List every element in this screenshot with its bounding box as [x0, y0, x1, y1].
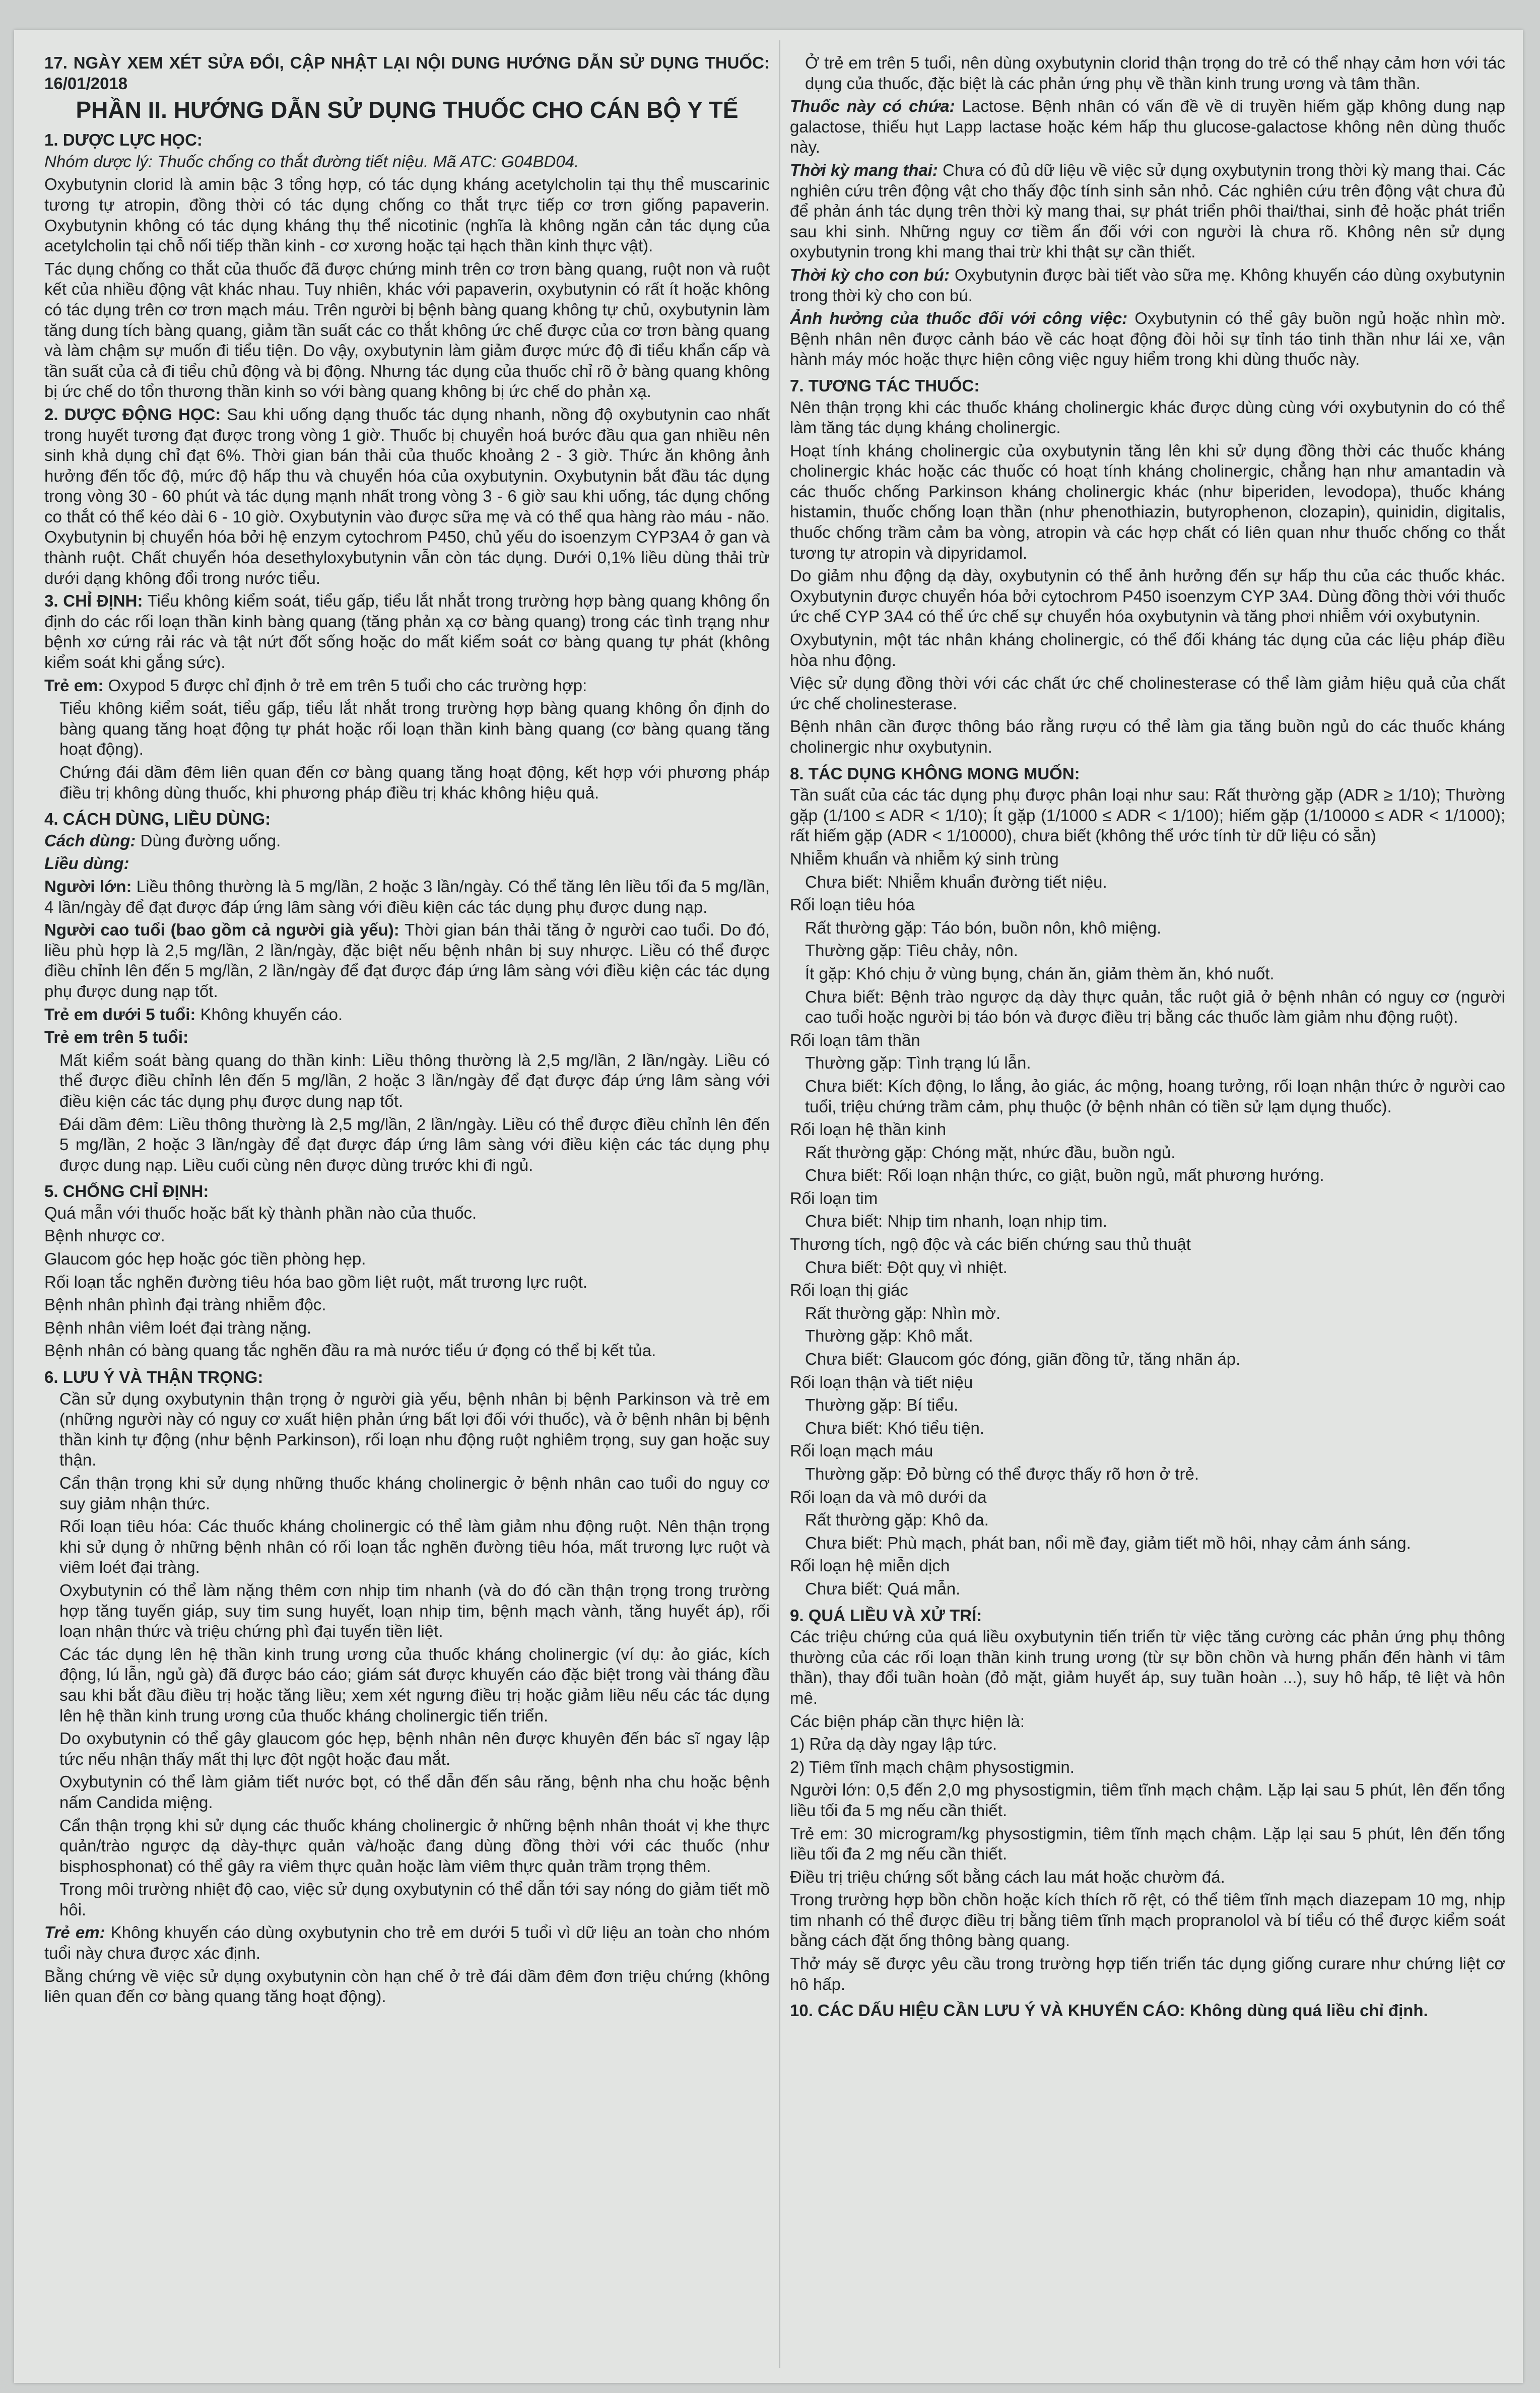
section-1-title: 1. DƯỢC LỰC HỌC: — [44, 130, 203, 150]
indication-children-1: Tiểu không kiểm soát, tiểu gấp, tiểu lắt nhắt trong trường hợp bàng quang không ổn định do bàng quang tăng hoạt động tự phát hoặc rối loạn thần kinh bàng quang (cơ bàng quang tăng hoạt động). — [59, 699, 770, 759]
interaction-item: Hoạt tính kháng cholinergic của oxybutynin tăng lên khi sử dụng đồng thời các thuốc kháng cholinergic khác hoặc các thuốc có hoạt tính kháng cholinergic, chẳng hạn như amantadin và các thuốc chống Parkinson kháng cholinergic khác (như biperiden, levodopa), thuốc kháng histamin, thuốc chống loạn thần (như phenothiazin, butyrophenon, clozapin), quinidin, digitalis, thuốc chống trầm cảm ba vòng, atropin và các hợp chất có liên quan như thuốc chống co thắt tương tự atropin và dipyridamol. — [790, 441, 1505, 562]
contraindication-item: Glaucom góc hẹp hoặc góc tiền phòng hẹp. — [44, 1249, 366, 1269]
precaution-item: Oxybutynin có thể làm giảm tiết nước bọt, có thể dẫn đến sâu răng, bệnh nha chu hoặc bệnh nấm Candida miệng. — [59, 1772, 770, 1812]
precaution-children: Trẻ em: Không khuyến cáo dùng oxybutynin cho trẻ em dưới 5 tuổi vì dữ liệu an toàn cho nhóm tuổi này chưa được xác định. — [44, 1923, 770, 1963]
adr-category: Rối loạn mạch máu — [790, 1441, 933, 1460]
adr-frequency-line: Thường gặp: Đỏ bừng có thể được thấy rõ hơn ở trẻ. — [805, 1465, 1199, 1483]
adr-frequency-line: Ít gặp: Khó chịu ở vùng bụng, chán ăn, giảm thèm ăn, khó nuốt. — [805, 964, 1275, 983]
dose-label: Liều dùng: — [44, 854, 129, 873]
section-10-title: 10. CÁC DẤU HIỆU CẦN LƯU Ý VÀ KHUYẾN CÁO: — [790, 2001, 1185, 2020]
adr-frequency-line: Thường gặp: Bí tiểu. — [805, 1395, 959, 1415]
contraindication-item: Rối loạn tắc nghẽn đường tiêu hóa bao gồm liệt ruột, mất trương lực ruột. — [44, 1272, 588, 1291]
adr-frequency-line: Rất thường gặp: Chóng mặt, nhức đầu, buồn ngủ. — [805, 1143, 1176, 1162]
section-3: 3. CHỈ ĐỊNH: Tiểu không kiểm soát, tiểu gấp, tiểu lắt nhắt trong trường hợp bàng quang không ổn định do các rối loạn thần kinh bàng quang (tăng phản xạ cơ bàng quang) trong các tình trạng như bệnh xơ cứng rải rác và tật nứt đốt sống hoặc do mất kiểm soát cơ bàng quang tự phát (không kiểm soát khi gắng sức). — [44, 591, 770, 672]
pharmacodynamics-p1: Oxybutynin clorid là amin bậc 3 tổng hợp, có tác dụng kháng acetylcholin tại thụ thể muscarinic tương tự atropin, đồng thời có tác dụng chống co thắt trực tiếp cơ trơn giống papaverin. Oxybutynin không có tác dụng kháng thụ thể nicotinic (nghĩa là không ngăn cản tác dụng của acetylcholin tại chỗ nối tiếp thần kinh - cơ xương hoặc tại hạch thần kinh thực vật). — [44, 175, 770, 255]
dose-over-5-label: Trẻ em trên 5 tuổi: — [44, 1028, 189, 1047]
section-9-title: 9. QUÁ LIỀU VÀ XỬ TRÍ: — [790, 1606, 982, 1625]
section-4-title: 4. CÁCH DÙNG, LIỀU DÙNG: — [44, 810, 271, 829]
adr-frequency-line: Thường gặp: Tình trạng lú lẫn. — [805, 1053, 1031, 1073]
children-over-5-note: Ở trẻ em trên 5 tuổi, nên dùng oxybutynin clorid thận trọng do trẻ có thể nhạy cảm hơn với tác dụng của thuốc, đặc biệt là các phản ứng phụ về thần kinh trung ương và tâm thần. — [805, 53, 1505, 93]
adr-category: Rối loạn da và mô dưới da — [790, 1487, 987, 1506]
adr-category: Thương tích, ngộ độc và các biến chứng sau thủ thuật — [790, 1235, 1191, 1254]
route: Cách dùng: Dùng đường uống. — [44, 831, 281, 850]
precaution-item: Oxybutynin có thể làm nặng thêm cơn nhịp tim nhanh (và do đó cần thận trọng trong trường hợp tăng tuyến giáp, suy tim sung huyết, loạn nhịp tim, bệnh mạch vành, tăng huyết áp), rối loạn nhận thức và triệu chứng phì đại tuyến tiền liệt. — [59, 1580, 770, 1641]
section-10: 10. CÁC DẤU HIỆU CẦN LƯU Ý VÀ KHUYẾN CÁO: Không dùng quá liều chỉ định. — [790, 2001, 1428, 2020]
adr-category: Rối loạn thị giác — [790, 1281, 908, 1300]
adr-frequency-line: Rất thường gặp: Táo bón, buồn nôn, khô miệng. — [805, 918, 1162, 937]
section-8-title: 8. TÁC DỤNG KHÔNG MONG MUỐN: — [790, 764, 1080, 783]
adr-category: Rối loạn tim — [790, 1188, 878, 1208]
dose-over-5-1: Mất kiểm soát bàng quang do thần kinh: Liều thông thường là 2,5 mg/lần, 2 lần/ngày. Liều có thể được điều chỉnh lên đến 5 mg/lần, 2 hoặc 3 lần/ngày để đạt được đáp ứng lâm sàng với điều kiện các tác dụng phụ được dung nạp tốt. — [59, 1050, 770, 1110]
adr-category: Rối loạn thận và tiết niệu — [790, 1372, 973, 1391]
precaution-item: Cẩn thận trọng khi sử dụng các thuốc kháng cholinergic ở những bệnh nhân thoát vị khe thực quản/trào ngược dạ dày-thực quản và/hoặc đang dùng đồng thời với các thuốc (như bisphosphonat) có thể gây ra viêm thực quản hoặc làm viêm thực quản trầm trọng thêm. — [59, 1816, 770, 1876]
precaution-item: Rối loạn tiêu hóa: Các thuốc kháng cholinergic có thể làm giảm nhu động ruột. Nên thận trọng khi sử dụng ở những bệnh nhân có rối loạn tắc nghẽn đường tiêu hóa, mất trương lực ruột và viêm loét đại tràng. — [59, 1517, 770, 1577]
adr-frequency-line: Thường gặp: Khô mắt. — [805, 1326, 973, 1346]
excipient-warning: Thuốc này có chứa: Lactose. Bệnh nhân có vấn đề về di truyền hiếm gặp không dung nạp galactose, thiếu hụt Lapp lactase hoặc kém hấp thu glucose-galactose không nên dùng thuốc này. — [790, 97, 1505, 157]
contraindication-item: Bệnh nhân có bàng quang tắc nghẽn đầu ra mà nước tiểu ứ đọng có thể bị kết tủa. — [44, 1341, 656, 1360]
pregnancy: Thời kỳ mang thai: Chưa có đủ dữ liệu về việc sử dụng oxybutynin trong thời kỳ mang thai. Các nghiên cứu trên động vật cho thấy độc tính sinh sản nhỏ. Các nghiên cứu trên động vật chưa đủ để phản ánh tác dụng trên thời kỳ mang thai, sự phát triển phôi thai/thai, sinh đẻ hoặc phát triển sau khi sinh. Những nguy cơ tiềm ẩn đối với con người là chưa rõ. Không nên sử dụng oxybutynin trong khi mang thai trừ khi thật sự cần thiết. — [790, 160, 1505, 261]
interaction-item: Do giảm nhu động dạ dày, oxybutynin có thể ảnh hưởng đến sự hấp thu của các thuốc khác. Oxybutynin được chuyển hóa bởi cytochrom P450 isoenzym CYP 3A4. Dùng đồng thời với thuốc ức chế CYP 3A4 có thể ức chế sự chuyển hóa oxybutynin và tăng phơi nhiễm với oxybutynin. — [790, 566, 1505, 626]
dose-adult: Người lớn: Liều thông thường là 5 mg/lần, 2 hoặc 3 lần/ngày. Có thể tăng lên liều tối đa 5 mg/lần, 4 lần/ngày để đạt được đáp ứng lâm sàng với điều kiện các tác dụng phụ được dung nạp. — [44, 877, 770, 916]
adr-frequency-line: Chưa biết: Đột quỵ vì nhiệt. — [805, 1257, 1008, 1277]
driving-effects: Ảnh hưởng của thuốc đối với công việc: Oxybutynin có thể gây buồn ngủ hoặc nhìn mờ. Bệnh nhân nên được cảnh báo về các hoạt động đòi hỏi sự tỉnh táo tinh thần như lái xe, vận hành máy móc hoặc thực hiện công việc nguy hiểm trong khi dùng thuốc này. — [790, 309, 1505, 369]
interaction-item: Việc sử dụng đồng thời với các chất ức chế cholinesterase có thể làm giảm hiệu quả của chất ức chế cholinesterase. — [790, 674, 1505, 713]
adr-frequency-line: Rất thường gặp: Khô da. — [805, 1510, 989, 1530]
indication-children-2: Chứng đái dầm đêm liên quan đến cơ bàng quang tăng hoạt động, kết hợp với phương pháp điều trị không dùng thuốc, khi phương pháp điều trị khác không hiệu quả. — [59, 763, 770, 802]
section-2: 2. DƯỢC ĐỘNG HỌC: Sau khi uống dạng thuốc tác dụng nhanh, nồng độ oxybutynin cao nhất trong huyết tương đạt được trong vòng 1 giờ. Thuốc bị chuyển hoá bước đầu qua gan nhiều nên sinh khả dụng chỉ đạt 6%. Thời gian bán thải của thuốc khoảng 2 - 3 giờ. Thức ăn không ảnh hưởng đến tốc độ, mức độ hấp thu và chuyển hóa của oxybutynin. Oxybutynin bắt đầu tác dụng trong vòng 30 - 60 phút và tác dụng mạnh nhất trong vòng 3 - 6 giờ sau khi uống, tác dụng chống co thắt có thể kéo dài 6 - 10 giờ. Oxybutynin vào được sữa mẹ và có thể qua hàng rào máu - não. Oxybutynin bị chuyển hóa bởi hệ enzym cytochrom P450, chủ yếu do isoenzym CYP3A4 ở gan và thành ruột. Chất chuyển hóa desethyloxybutynin vẫn còn tác dụng. Dưới 0,1% liều dùng thải trừ dưới dạng không đổi trong nước tiểu. — [44, 405, 770, 587]
pharmacodynamics-p2: Tác dụng chống co thắt của thuốc đã được chứng minh trên cơ trơn bàng quang, ruột non và ruột kết của nhiều động vật khác nhau. Tuy nhiên, khác với papaverin, oxybutynin có rất ít hoặc không có tác dụng trên cơ trơn mạch máu. Trên người bị bệnh bàng quang không tự chủ, oxybutynin làm tăng dung tích bàng quang, giảm tần suất các co thắt không ức chế được của cơ trơn bàng quang và làm chậm sự muốn đi tiểu tiện. Do vậy, oxybutynin làm giảm được mức độ đi tiểu khẩn cấp và tần suất của cả đi tiểu chủ động và bị động. Nhưng tác dụng của thuốc chỉ rõ ở bàng quang không bị ức chế do tổn thương thần kinh so với bàng quang không bị ức chế do phản xạ. — [44, 259, 770, 401]
overdose-measures: Các biện pháp cần thực hiện là: — [790, 1711, 1025, 1731]
right-column — [790, 53, 1505, 2350]
precaution-evidence: Bằng chứng về việc sử dụng oxybutynin còn hạn chế ở trẻ đái dầm đêm đơn triệu chứng (không liên quan đến cơ bàng quang tăng hoạt động). — [44, 1966, 770, 2006]
overdose-respiration: Thở máy sẽ được yêu cầu trong trường hợp tiến triển tác dụng giống curare như chứng liệt cơ hô hấp. — [790, 1954, 1505, 1993]
pharmacology-group: Nhóm dược lý: Thuốc chống co thắt đường tiết niệu. Mã ATC: G04BD04. — [44, 152, 579, 171]
column-divider — [779, 40, 780, 2368]
overdose-measure-1: 1) Rửa dạ dày ngay lập tức. — [790, 1735, 997, 1754]
dose-under-5: Trẻ em dưới 5 tuổi: Không khuyến cáo. — [44, 1005, 343, 1024]
contraindication-item: Bệnh nhân viêm loét đại tràng nặng. — [44, 1318, 312, 1337]
adr-frequency-line: Chưa biết: Rối loạn nhận thức, co giật, buồn ngủ, mất phương hướng. — [805, 1166, 1324, 1185]
precaution-item: Do oxybutynin có thể gây glaucom góc hẹp, bệnh nhân nên được khuyên đến bác sĩ ngay lập tức nếu nhận thấy mất thị lực đột ngột hoặc đau mắt. — [59, 1729, 770, 1768]
adr-frequency-line: Chưa biết: Quá mẫn. — [805, 1579, 961, 1598]
adr-frequency-line: Chưa biết: Khó tiểu tiện. — [805, 1418, 984, 1437]
leaflet-sheet — [14, 30, 1523, 2383]
adr-frequency-line: Chưa biết: Kích động, lo lắng, ảo giác, ác mộng, hoang tưởng, rối loạn nhận thức ở người cao tuổi, triệu chứng trầm cảm, phụ thuộc (ở bệnh nhân có tiền sử lạm dụng thuốc). — [805, 1076, 1505, 1116]
part-title: PHẦN II. HƯỚNG DẪN SỬ DỤNG THUỐC CHO CÁN BỘ Y TẾ — [76, 97, 739, 123]
overdose-child: Trẻ em: 30 microgram/kg physostigmin, tiêm tĩnh mạch chậm. Lặp lại sau 5 phút, lên đến tổng liều tối đa 2 mg nếu cần thiết. — [790, 1824, 1505, 1864]
overdose-agitation: Trong trường hợp bồn chồn hoặc kích thích rõ rệt, có thể tiêm tĩnh mạch diazepam 10 mg, nhịp tim nhanh có thể được điều trị bằng tiêm tĩnh mạch propranolol và bí tiểu có thể được kiểm soát bằng cách đặt ống thông bàng quang. — [790, 1890, 1505, 1950]
overdose-intro: Các triệu chứng của quá liều oxybutynin tiến triển từ việc tăng cường các phản ứng phụ thông thường của các rối loạn thần kinh trung ương (từ sự bồn chồn và hưng phấn đến hành vi tâm thần), thay đổi tuần hoàn (đỏ mặt, giảm huyết áp, suy tuần hoàn ...), suy hô hấp, tê liệt và hôn mê. — [790, 1627, 1505, 1707]
contraindication-item: Bệnh nhược cơ. — [44, 1226, 165, 1245]
contraindication-item: Quá mẫn với thuốc hoặc bất kỳ thành phần nào của thuốc. — [44, 1203, 477, 1222]
indication-children: Trẻ em: Oxypod 5 được chỉ định ở trẻ em trên 5 tuổi cho các trường hợp: — [44, 676, 587, 695]
adr-frequency-line: Thường gặp: Tiêu chảy, nôn. — [805, 941, 1018, 960]
precaution-item: Trong môi trường nhiệt độ cao, việc sử dụng oxybutynin có thể dẫn tới say nóng do giảm tiết mồ hôi. — [59, 1880, 770, 1919]
adr-frequency-line: Chưa biết: Bệnh trào ngược dạ dày thực quản, tắc ruột giả ở bệnh nhân có nguy cơ (người cao tuổi hoặc người bị táo bón và được điều trị bằng các thuốc làm giảm nhu động ruột). — [805, 987, 1505, 1027]
precaution-item: Các tác dụng lên hệ thần kinh trung ương của thuốc kháng cholinergic (ví dụ: ảo giác, kích động, lú lẫn, ngủ gà) đã được báo cáo; giám sát được khuyến cáo đặc biệt trong vài tháng đầu sau khi bắt đầu điều trị hoặc tăng liều; xem xét ngưng điều trị hoặc giảm liều nếu các tác dụng lên hệ thần kinh trung ương của thuốc kháng cholinergic tiến triển. — [59, 1644, 770, 1725]
adr-category: Rối loạn tâm thần — [790, 1030, 920, 1049]
revision-heading: 17. NGÀY XEM XÉT SỬA ĐỔI, CẬP NHẬT LẠI NỘI DUNG HƯỚNG DẪN SỬ DỤNG THUỐC: 16/01/2018 — [44, 53, 770, 93]
adr-category: Rối loạn hệ miễn dịch — [790, 1556, 950, 1575]
adr-frequency-line: Chưa biết: Glaucom góc đóng, giãn đồng tử, tăng nhãn áp. — [805, 1350, 1241, 1369]
adr-frequency-line: Chưa biết: Nhịp tim nhanh, loạn nhịp tim. — [805, 1212, 1107, 1231]
overdose-adult: Người lớn: 0,5 đến 2,0 mg physostigmin, tiêm tĩnh mạch chậm. Lặp lại sau 5 phút, lên đến tổng liều tối đa 5 mg nếu cần thiết. — [790, 1780, 1505, 1820]
adr-frequency-line: Chưa biết: Phù mạch, phát ban, nổi mề đay, giảm tiết mồ hôi, nhạy cảm ánh sáng. — [805, 1533, 1411, 1552]
section-6-title: 6. LƯU Ý VÀ THẬN TRỌNG: — [44, 1368, 263, 1387]
overdose-fever: Điều trị triệu chứng sốt bằng cách lau mát hoặc chườm đá. — [790, 1867, 1225, 1886]
precaution-item: Cần sử dụng oxybutynin thận trọng ở người già yếu, bệnh nhân bị bệnh Parkinson và trẻ em (những người này có nguy cơ xuất hiện phản ứng bất lợi đối với thuốc), và ở bệnh nhân bị bệnh thần kinh tự động (như bệnh Parkinson), rối loạn nhu động ruột nghiêm trọng, suy gan hoặc suy thận. — [59, 1389, 770, 1470]
dose-elderly: Người cao tuổi (bao gồm cả người già yếu): Thời gian bán thải tăng ở người cao tuổi. Do đó, liều phù hợp là 2,5 mg/lần, 2 lần/ngày, đặc biệt nếu bệnh nhân bị suy nhược. Liều có thể được điều chỉnh lên đến 5 mg/lần, 2 lần/ngày để đạt được đáp ứng lâm sàng với điều kiện các tác dụng phụ được dung nạp tốt. — [44, 920, 770, 1001]
adverse-reactions-list — [790, 849, 1505, 1600]
section-7-title: 7. TƯƠNG TÁC THUỐC: — [790, 376, 980, 395]
contraindication-item: Bệnh nhân phình đại tràng nhiễm độc. — [44, 1295, 326, 1314]
adr-frequency-line: Chưa biết: Nhiễm khuẩn đường tiết niệu. — [805, 872, 1107, 891]
precaution-item: Cẩn thận trọng khi sử dụng những thuốc kháng cholinergic ở bệnh nhân cao tuổi do nguy cơ suy giảm nhận thức. — [59, 1474, 770, 1513]
dose-over-5-2: Đái dầm đêm: Liều thông thường là 2,5 mg/lần, 2 lần/ngày. Liều có thể được điều chỉnh lên đến 5 mg/lần, 2 hoặc 3 lần/ngày để đạt được đáp ứng lâm sàng với điều kiện các tác dụng phụ được dung nạp. Liều cuối cùng nên được dùng trước khi đi ngủ. — [59, 1114, 770, 1174]
lactation: Thời kỳ cho con bú: Oxybutynin được bài tiết vào sữa mẹ. Không khuyến cáo dùng oxybutynin trong thời kỳ cho con bú. — [790, 265, 1505, 305]
interaction-item: Nên thận trọng khi các thuốc kháng cholinergic khác được dùng cùng với oxybutynin do có thể làm tăng tác dụng kháng cholinergic. — [790, 397, 1505, 437]
adr-category: Rối loạn tiêu hóa — [790, 895, 915, 914]
interaction-item: Oxybutynin, một tác nhân kháng cholinergic, có thể đối kháng tác dụng của các liệu pháp điều hòa nhu động. — [790, 630, 1505, 670]
left-column — [44, 53, 770, 2350]
adr-category: Nhiễm khuẩn và nhiễm ký sinh trùng — [790, 849, 1059, 868]
adr-frequency-intro: Tần suất của các tác dụng phụ được phân loại như sau: Rất thường gặp (ADR ≥ 1/10); Thường gặp (1/100 ≤ ADR < 1/10); Ít gặp (1/1000 ≤ ADR < 1/100); hiếm gặp (1/10000 ≤ ADR < 1/1000); rất hiếm gặp (ADR < 1/10000), chưa biết (không thể ước tính từ dữ liệu có sẵn) — [790, 785, 1505, 845]
interaction-item: Bệnh nhân cần được thông báo rằng rượu có thể làm gia tăng buồn ngủ do các thuốc kháng cholinergic như oxybutynin. — [790, 717, 1505, 756]
section-2-title: 2. DƯỢC ĐỘNG HỌC: — [44, 405, 221, 424]
adr-category: Rối loạn hệ thần kinh — [790, 1120, 947, 1139]
section-5-title: 5. CHỐNG CHỈ ĐỊNH: — [44, 1182, 209, 1201]
section-3-title: 3. CHỈ ĐỊNH: — [44, 591, 143, 611]
overdose-measure-2: 2) Tiêm tĩnh mạch chậm physostigmin. — [790, 1757, 1075, 1776]
adr-frequency-line: Rất thường gặp: Nhìn mờ. — [805, 1303, 1001, 1322]
